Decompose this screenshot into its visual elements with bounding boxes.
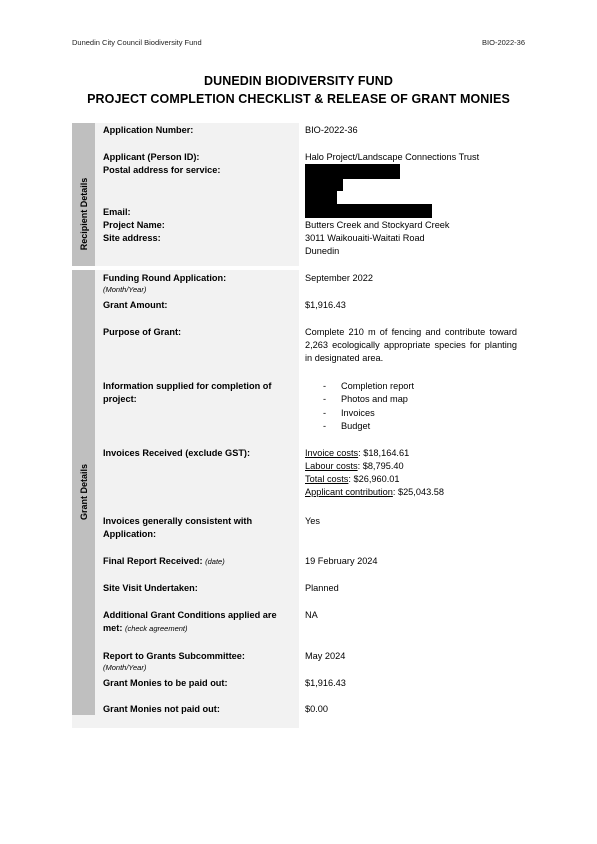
info-supplied-list (305, 380, 414, 434)
redaction-block (305, 191, 337, 204)
funding-round-note: (Month/Year) (103, 285, 147, 294)
document-title: DUNEDIN BIODIVERSITY FUND (203, 74, 394, 88)
redaction-block (305, 164, 400, 179)
postal-address-label: Postal address for service: (103, 165, 221, 175)
applicant-contribution-label: Applicant contribution (305, 487, 393, 497)
recipient-section-label: Recipient Details (79, 177, 89, 251)
total-costs-value: : $26,960.01 (348, 474, 400, 484)
labour-costs-value: : $8,795.40 (357, 461, 404, 471)
site-address-value (305, 232, 425, 258)
purpose-value: Complete 210 m of fencing and contribute toward 2,263 ecologically appropriate species for planting in designated area. (305, 327, 517, 363)
additional-conditions-note: (check agreement) (124, 624, 188, 633)
final-report-label-text: Final Report Received: (103, 556, 203, 566)
project-name-value: Butters Creek and Stockyard Creek (305, 220, 450, 230)
to-be-paid-value: $1,916.43 (305, 678, 346, 688)
site-address-label: Site address: (103, 233, 161, 243)
site-address-line: 3011 Waikouaiti-Waitati Road (305, 233, 425, 243)
not-paid-label: Grant Monies not paid out: (103, 704, 220, 714)
invoice-costs-label: Invoice costs (305, 448, 359, 458)
running-header-right: BIO-2022-36 (482, 38, 525, 47)
funding-round-label-text: Funding Round Application: (103, 273, 227, 283)
labour-costs-label: Labour costs (305, 461, 358, 471)
applicant-contribution-value: : $25,043.58 (392, 487, 444, 497)
list-item: - Invoices (305, 407, 414, 420)
purpose-label: Purpose of Grant: (103, 327, 182, 337)
grant-amount-value: $1,916.43 (305, 300, 346, 310)
final-report-value: 19 February 2024 (305, 556, 378, 566)
running-header-left: Dunedin City Council Biodiversity Fund (72, 38, 202, 47)
site-visit-value: Planned (305, 583, 339, 593)
applicant-value: Halo Project/Landscape Connections Trust (305, 152, 480, 162)
invoice-costs-value: : $18,164.61 (358, 448, 410, 458)
report-subcommittee-label-text: Report to Grants Subcommittee: (103, 651, 245, 661)
list-item: - Photos and map (305, 393, 414, 406)
applicant-label: Applicant (Person ID): (103, 152, 200, 162)
not-paid-value: $0.00 (305, 704, 328, 714)
document-subtitle: PROJECT COMPLETION CHECKLIST & RELEASE OF GRANT MONIES (87, 92, 510, 106)
application-number-label: Application Number: (103, 125, 194, 135)
invoices-consistent-value: Yes (305, 516, 320, 526)
redaction-block (305, 179, 343, 191)
invoices-value (305, 447, 444, 499)
to-be-paid-label: Grant Monies to be paid out: (103, 678, 228, 688)
project-name-label: Project Name: (103, 220, 165, 230)
report-subcommittee-note: (Month/Year) (103, 663, 147, 672)
final-report-label (103, 555, 225, 568)
additional-conditions-label (103, 609, 293, 635)
funding-round-label (103, 272, 226, 294)
application-number-value: BIO-2022-36 (305, 125, 358, 135)
funding-round-value: September 2022 (305, 273, 373, 283)
report-subcommittee-label (103, 650, 245, 672)
info-supplied-label: Information supplied for completion of project: (103, 381, 272, 404)
redaction-block (305, 204, 432, 218)
grant-section-label: Grant Details (79, 463, 89, 521)
email-label: Email: (103, 207, 131, 217)
invoices-consistent-label: Invoices generally consistent with Application: (103, 516, 253, 539)
additional-conditions-value: NA (305, 610, 318, 620)
additional-conditions-label-text: Additional Grant Conditions applied are met: (103, 610, 277, 633)
invoices-label: Invoices Received (exclude GST): (103, 448, 251, 458)
grant-amount-label: Grant Amount: (103, 300, 168, 310)
list-item: - Completion report (305, 380, 414, 393)
site-address-line: Dunedin (305, 246, 340, 256)
report-subcommittee-value: May 2024 (305, 651, 346, 661)
site-visit-label: Site Visit Undertaken: (103, 583, 198, 593)
final-report-note: (date) (205, 557, 225, 566)
list-item: - Budget (305, 420, 414, 433)
total-costs-label: Total costs (305, 474, 349, 484)
